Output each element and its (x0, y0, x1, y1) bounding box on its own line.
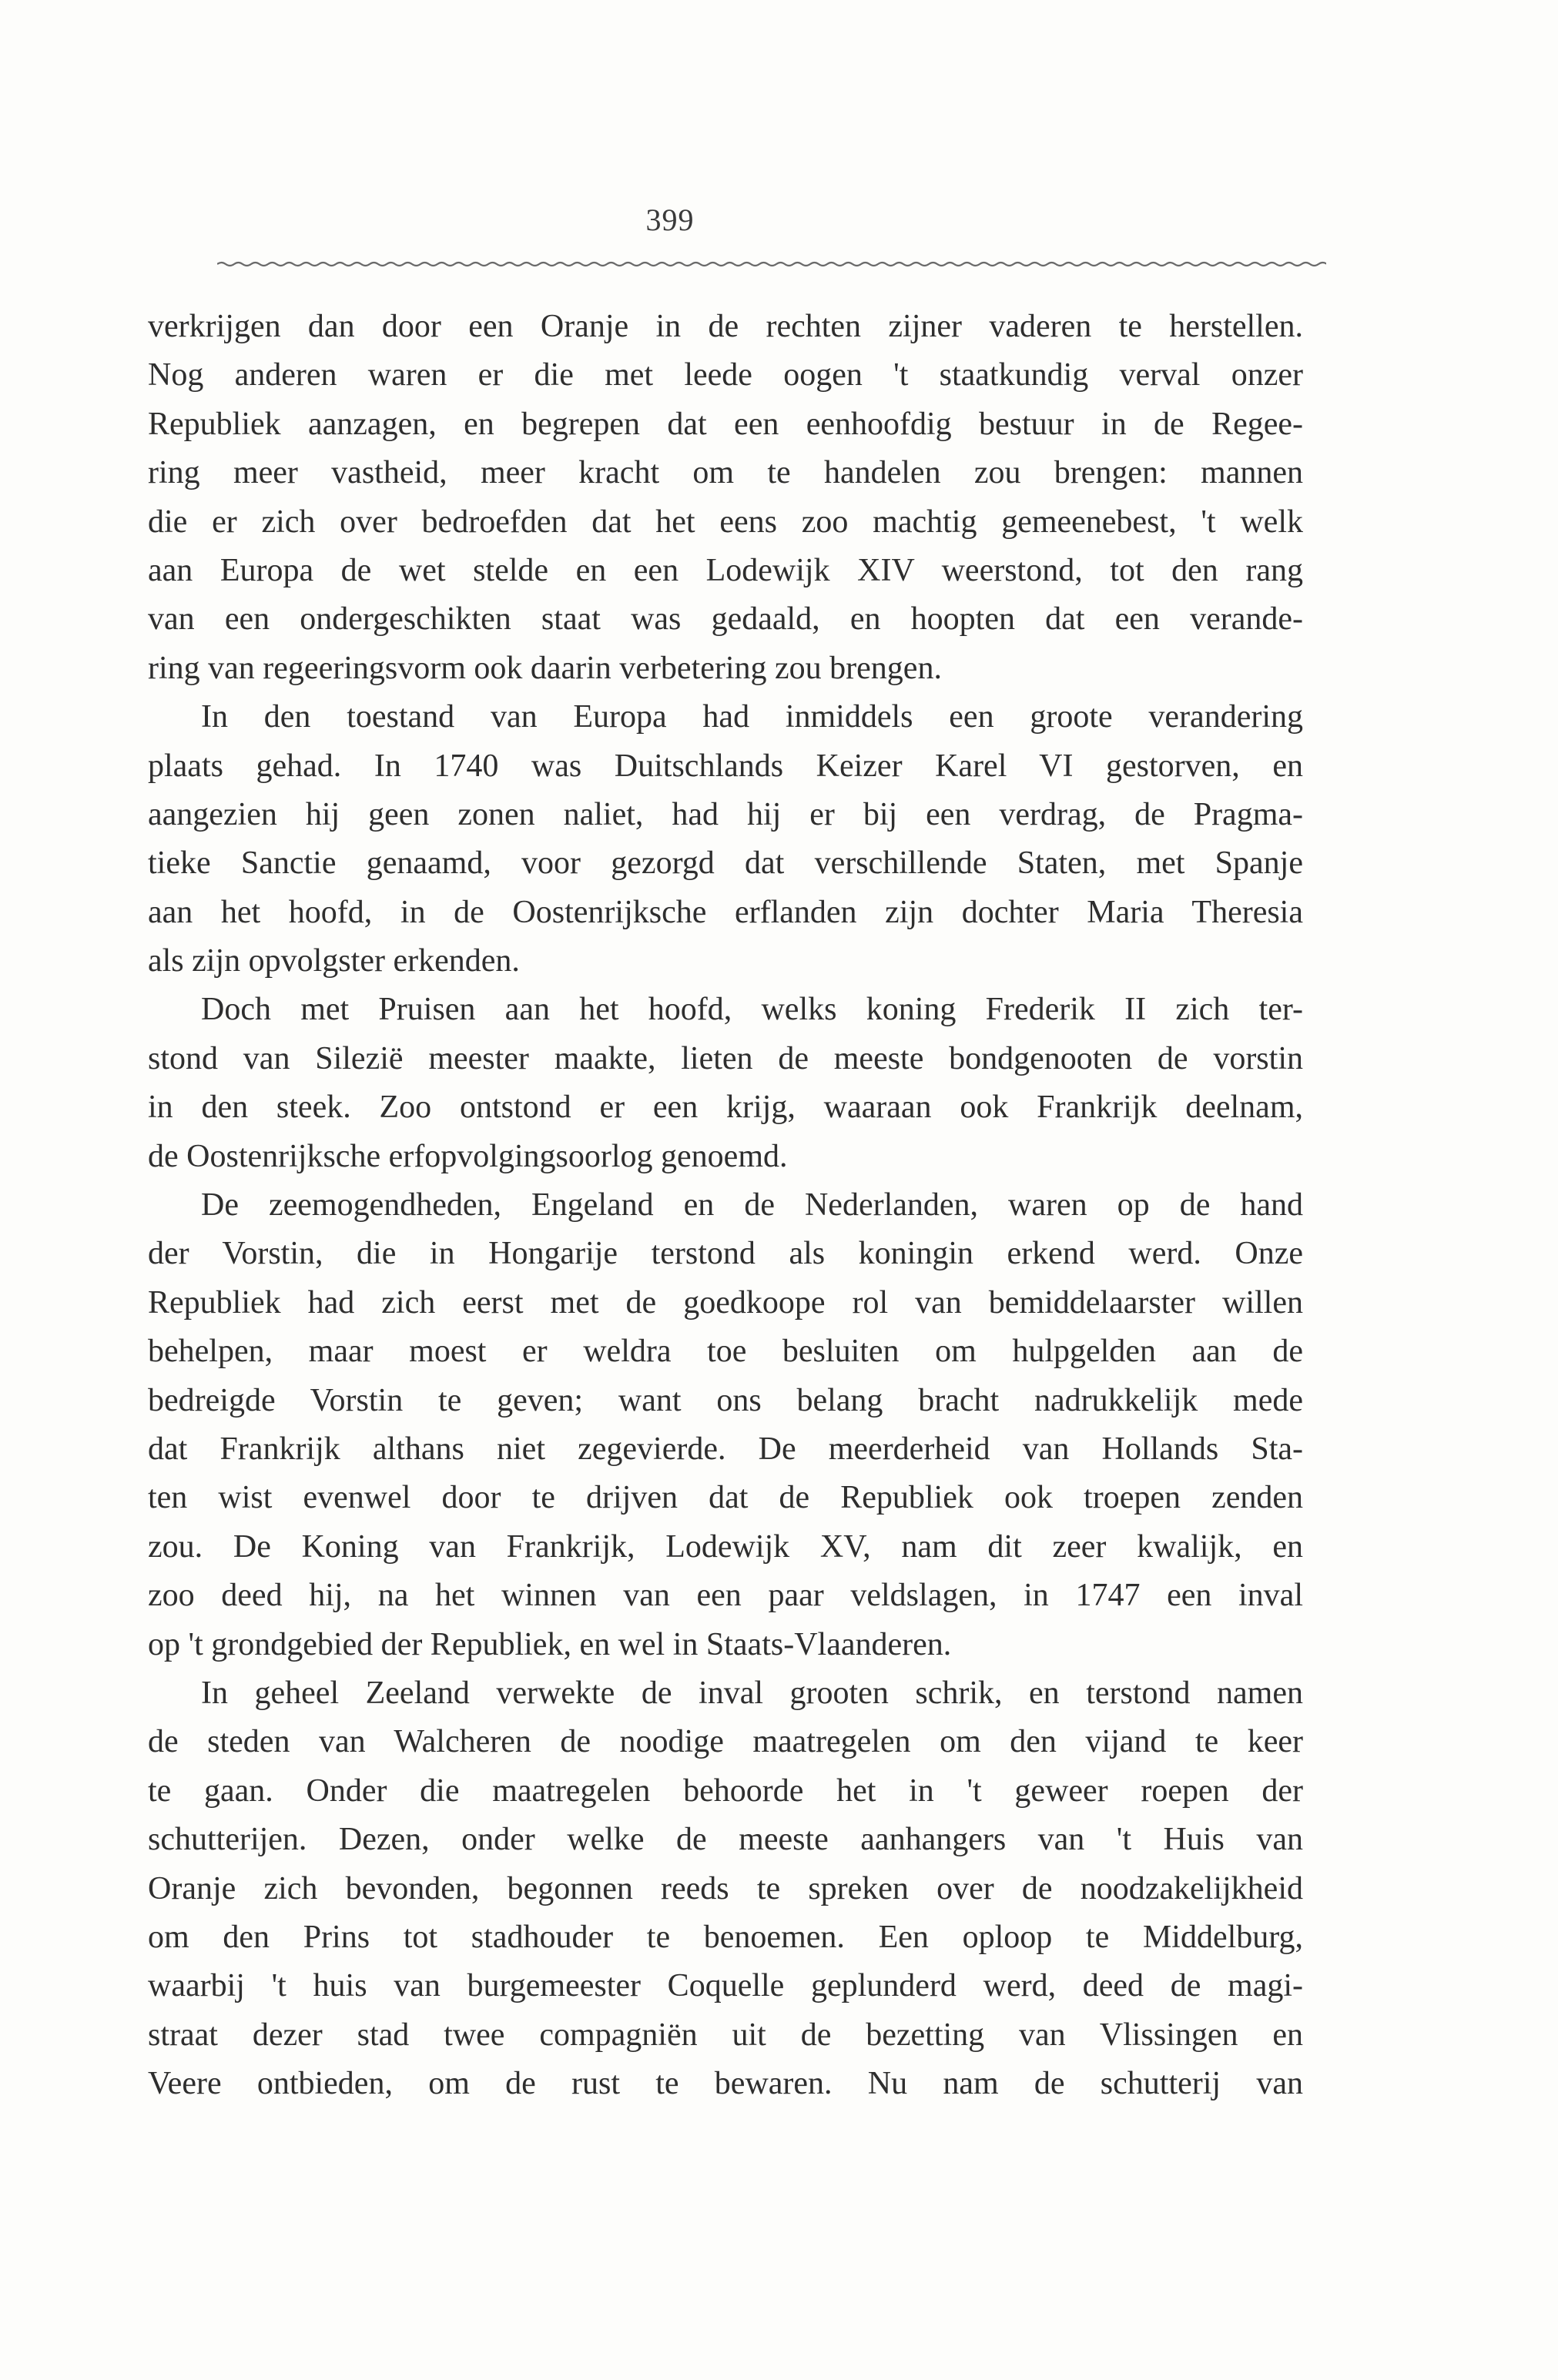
text-line: De zeemogendheden, Engeland en de Nederlanden, waren op de hand (201, 1187, 1303, 1223)
decorative-wavy-rule (217, 259, 1326, 269)
text-line: ten wist evenwel door te drijven dat de Republiek ook troepen zenden (148, 1480, 1303, 1516)
text-line: verkrijgen dan door een Oranje in de rechten zijner vaderen te herstellen. (148, 309, 1303, 344)
page-number: 399 (645, 203, 695, 237)
text-line: aan Europa de wet stelde en een Lodewijk XIV weerstond, tot den rang (148, 552, 1303, 588)
text-line: aangezien hij geen zonen naliet, had hij er bij een verdrag, de Pragma- (148, 796, 1303, 832)
text-line: straat dezer stad twee compagniën uit de bezetting van Vlissingen en (148, 2017, 1303, 2053)
text-line: om den Prins tot stadhouder te benoemen. Een oploop te Middelburg, (148, 1919, 1303, 1955)
text-line: behelpen, maar moest er weldra toe besluiten om hulpgelden aan de (148, 1334, 1303, 1370)
text-line: Doch met Pruisen aan het hoofd, welks koning Frederik II zich ter- (201, 992, 1303, 1028)
text-line: op 't grondgebied der Republiek, en wel in Staats-Vlaanderen. (148, 1626, 952, 1662)
text-line: bedreigde Vorstin te geven; want ons belang bracht nadrukkelijk mede (148, 1382, 1303, 1418)
text-line: Oranje zich bevonden, begonnen reeds te spreken over de noodzakelijkheid (148, 1870, 1303, 1906)
text-line: ring meer vastheid, meer kracht om te handelen zou brengen: mannen (148, 455, 1303, 491)
text-line: die er zich over bedroefden dat het eens zoo machtig gemeenebest, 't welk (148, 504, 1303, 540)
text-line: zoo deed hij, na het winnen van een paar veldslagen, in 1747 een inval (148, 1578, 1303, 1614)
body-text (148, 303, 1303, 2108)
text-line: schutterijen. Dezen, onder welke de meeste aanhangers van 't Huis van (148, 1822, 1303, 1858)
text-line: In den toestand van Europa had inmiddels een groote verandering (201, 699, 1303, 735)
text-line: in den steek. Zoo ontstond er een krijg, waaraan ook Frankrijk deelnam, (148, 1090, 1303, 1126)
text-line: Veere ontbieden, om de rust te bewaren. Nu nam de schutterij van (148, 2066, 1303, 2102)
text-line: ring van regeeringsvorm ook daarin verbetering zou brengen. (148, 650, 942, 686)
text-line: aan het hoofd, in de Oostenrijksche erflanden zijn dochter Maria Theresia (148, 894, 1303, 930)
text-line: Republiek aanzagen, en begrepen dat een eenhoofdig bestuur in de Regee- (148, 406, 1303, 442)
text-line: waarbij 't huis van burgemeester Coquelle geplunderd werd, deed de magi- (148, 1968, 1303, 2004)
text-line: In geheel Zeeland verwekte de inval grooten schrik, en terstond namen (201, 1675, 1303, 1711)
text-line: plaats gehad. In 1740 was Duitschlands Keizer Karel VI gestorven, en (148, 748, 1303, 784)
text-line: de steden van Walcheren de noodige maatregelen om den vijand te keer (148, 1724, 1303, 1760)
text-line: Republiek had zich eerst met de goedkoope rol van bemiddelaarster willen (148, 1284, 1303, 1321)
text-line: als zijn opvolgster erkenden. (148, 943, 520, 979)
text-line: Nog anderen waren er die met leede oogen 't staatkundig verval onzer (148, 357, 1303, 393)
text-line: de Oostenrijksche erfopvolgingsoorlog genoemd. (148, 1138, 788, 1174)
text-line: stond van Silezië meester maakte, lieten de meeste bondgenooten de vorstin (148, 1040, 1303, 1076)
text-line: te gaan. Onder die maatregelen behoorde het in 't geweer roepen der (148, 1772, 1303, 1809)
text-line: van een ondergeschikten staat was gedaald, en hoopten dat een verande- (148, 601, 1303, 638)
text-line: tieke Sanctie genaamd, voor gezorgd dat verschillende Staten, met Spanje (148, 845, 1303, 882)
text-line: dat Frankrijk althans niet zegevierde. De meerderheid van Hollands Sta- (148, 1431, 1303, 1467)
text-line: zou. De Koning van Frankrijk, Lodewijk XV, nam dit zeer kwalijk, en (148, 1528, 1303, 1565)
text-line: der Vorstin, die in Hongarije terstond als koningin erkend werd. Onze (148, 1236, 1303, 1272)
